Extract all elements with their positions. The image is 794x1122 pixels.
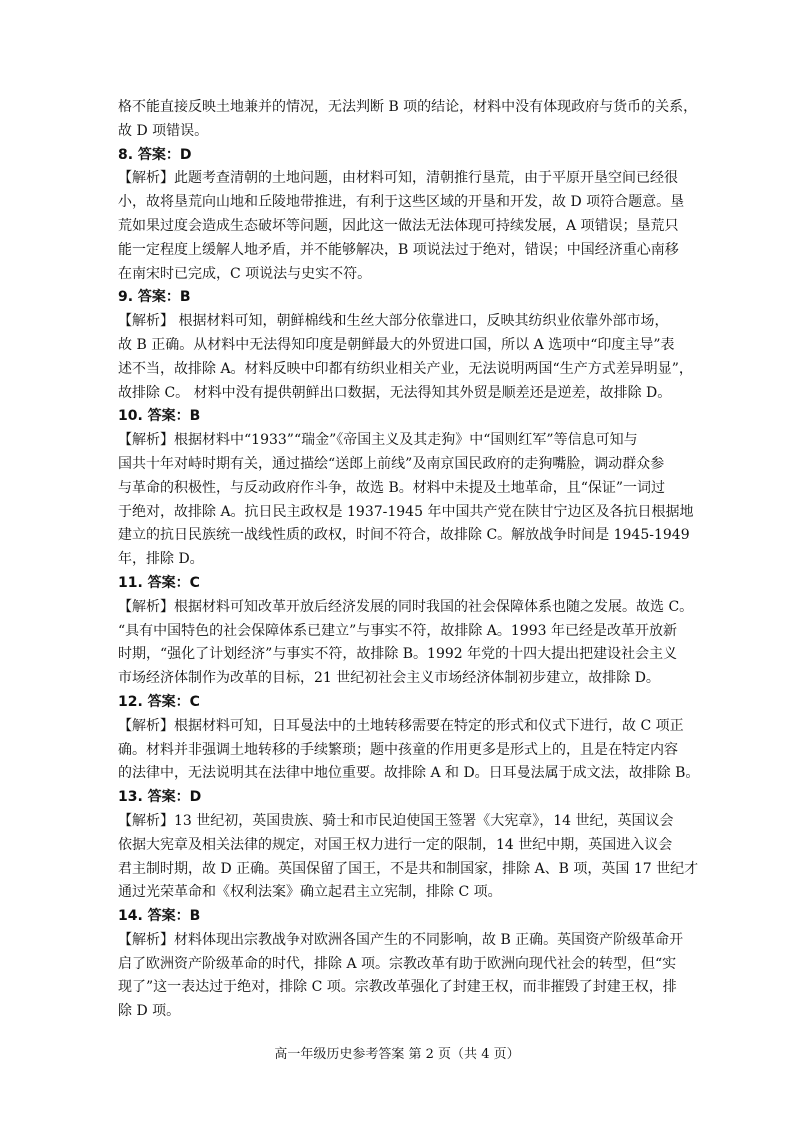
answer-heading: 14. 答案：B (118, 908, 201, 925)
analysis-line: 【解析】 根据材料可知，朝鲜棉线和生丝大部分依靠进口，反映其纺织业依靠外部市场， (118, 313, 669, 330)
analysis-line: 【解析】根据材料可知改革开放后经济发展的同时我国的社会保障体系也随之发展。故选 C。 (118, 598, 694, 615)
analysis-line: 依据大宪章及相关法律的规定，对国王权力进行一定的限制，14 世纪中期，英国进入议会 (118, 836, 673, 853)
answer-9 (118, 286, 693, 405)
analysis-line: 【解析】根据材料中“1933”“瑞金”《帝国主义及其走狗》中“国则红军”等信息可知与 (118, 432, 638, 449)
analysis-line: 现了”这一表达过于绝对，排除 C 项。宗教改革强化了封建王权，而非摧毁了封建王权，排 (118, 979, 677, 996)
answer-heading: 9. 答案：B (118, 289, 191, 306)
analysis-line: 市场经济体制作为改革的目标，21 世纪初社会主义市场经济体制初步建立，故排除 D。 (118, 670, 660, 687)
analysis-line: 通过光荣革命和《权利法案》确立起君主立宪制，排除 C 项。 (118, 884, 502, 901)
answer-12 (118, 691, 700, 786)
text-line: 故 D 项错误。 (118, 122, 209, 139)
analysis-line: 建立的抗日民族统一战线性质的政权，时间不符合，故排除 C。解放战争时间是 1945-1949 (118, 527, 690, 544)
analysis-line: 荒如果过度会造成生态破坏等问题，因此这一做法无法体现可持续发展，A 项错误；垦荒只 (118, 217, 679, 234)
answer-heading: 8. 答案：D (118, 146, 192, 163)
answer-14 (118, 905, 690, 1024)
analysis-line: 国共十年对峙时期有关，通过描绘“送郎上前线”及南京国民政府的走狗嘴脸，调动群众参 (118, 455, 665, 472)
analysis-line: 除 D 项。 (118, 1003, 181, 1020)
analysis-line: 【解析】根据材料可知，日耳曼法中的土地转移需要在特定的形式和仪式下进行，故 C 项正 (118, 717, 684, 734)
answer-heading: 11. 答案：C (118, 574, 200, 591)
analysis-line: 的法律中，无法说明其在法律中地位重要。故排除 A 和 D。日耳曼法属于成文法，故排除 B。 (118, 765, 700, 782)
analysis-line: 于绝对，故排除 A。抗日民主政权是 1937-1945 年中国共产党在陕甘宁边区及各抗日根据地 (118, 503, 694, 520)
analysis-line: 启了欧洲资产阶级革命的时代，排除 A 项。宗教改革有助于欧洲向现代社会的转型，但“实 (118, 955, 677, 972)
answer-heading: 12. 答案：C (118, 693, 200, 710)
analysis-line: 【解析】此题考查清朝的土地问题，由材料可知，清朝推行垦荒，由于平原开垦空间已经很 (118, 170, 678, 187)
text-line: 格不能直接反映土地兼并的情况，无法判断 B 项的结论，材料中没有体现政府与货币的关系， (118, 99, 698, 115)
analysis-line: “具有中国特色的社会保障体系已建立”与事实不符，故排除 A。1993 年已经是改革开放新 (118, 622, 677, 639)
analysis-line: 故 B 正确。从材料中无法得知印度是朝鲜最大的外贸进口国，所以 A 选项中“印度主导”表 (118, 336, 675, 353)
analysis-line: 在南宋时已完成，C 项说法与史实不符。 (118, 265, 372, 282)
analysis-line: 与革命的积极性，与反动政府作斗争，故选 B。材料中未提及土地革命，且“保证”一词过 (118, 479, 666, 496)
analysis-line: 确。材料并非强调土地转移的手续繁琐；题中孩童的作用更多是形式上的，且是在特定内容 (118, 741, 678, 758)
answer-13 (118, 786, 699, 905)
answer-8 (118, 144, 690, 287)
analysis-line: 述不当，故排除 A。材料反映中印都有纺织业相关产业，无法说明两国“生产方式差异明显”， (118, 360, 693, 377)
analysis-line: 故排除 C。 材料中没有提供朝鲜出口数据，无法得知其外贸是顺差还是逆差，故排除 D。 (118, 384, 672, 401)
continuation-block (118, 96, 698, 144)
answer-heading: 13. 答案：D (118, 789, 202, 806)
analysis-line: 能一定程度上缓解人地矛盾，并不能够解决，B 项说法过于绝对，错误；中国经济重心南移 (118, 241, 679, 258)
answer-page-body (118, 96, 700, 1024)
analysis-line: 年，排除 D。 (118, 551, 204, 568)
analysis-line: 小，故将垦荒向山地和丘陵地带推进，有利于这些区域的开垦和开发，故 D 项符合题意。垦 (118, 194, 685, 211)
analysis-line: 君主制时期，故 D 正确。英国保留了国王，不是共和制国家，排除 A、B 项，英国 17 世纪才 (118, 860, 699, 877)
analysis-line: 【解析】材料体现出宗教战争对欧洲各国产生的不同影响，故 B 正确。英国资产阶级革命开 (118, 931, 684, 948)
analysis-line: 时期，“强化了计划经济”与事实不符，故排除 B。1992 年党的十四大提出把建设社会主义 (118, 646, 678, 663)
answer-heading: 10. 答案：B (118, 408, 201, 425)
page-footer: 高一年级历史参考答案 第 2 页（共 4 页） (274, 1047, 520, 1062)
answer-10 (118, 405, 694, 572)
analysis-line: 【解析】13 世纪初，英国贵族、骑士和市民迫使国王签署《大宪章》，14 世纪，英国议会 (118, 812, 674, 829)
answer-11 (118, 572, 694, 691)
